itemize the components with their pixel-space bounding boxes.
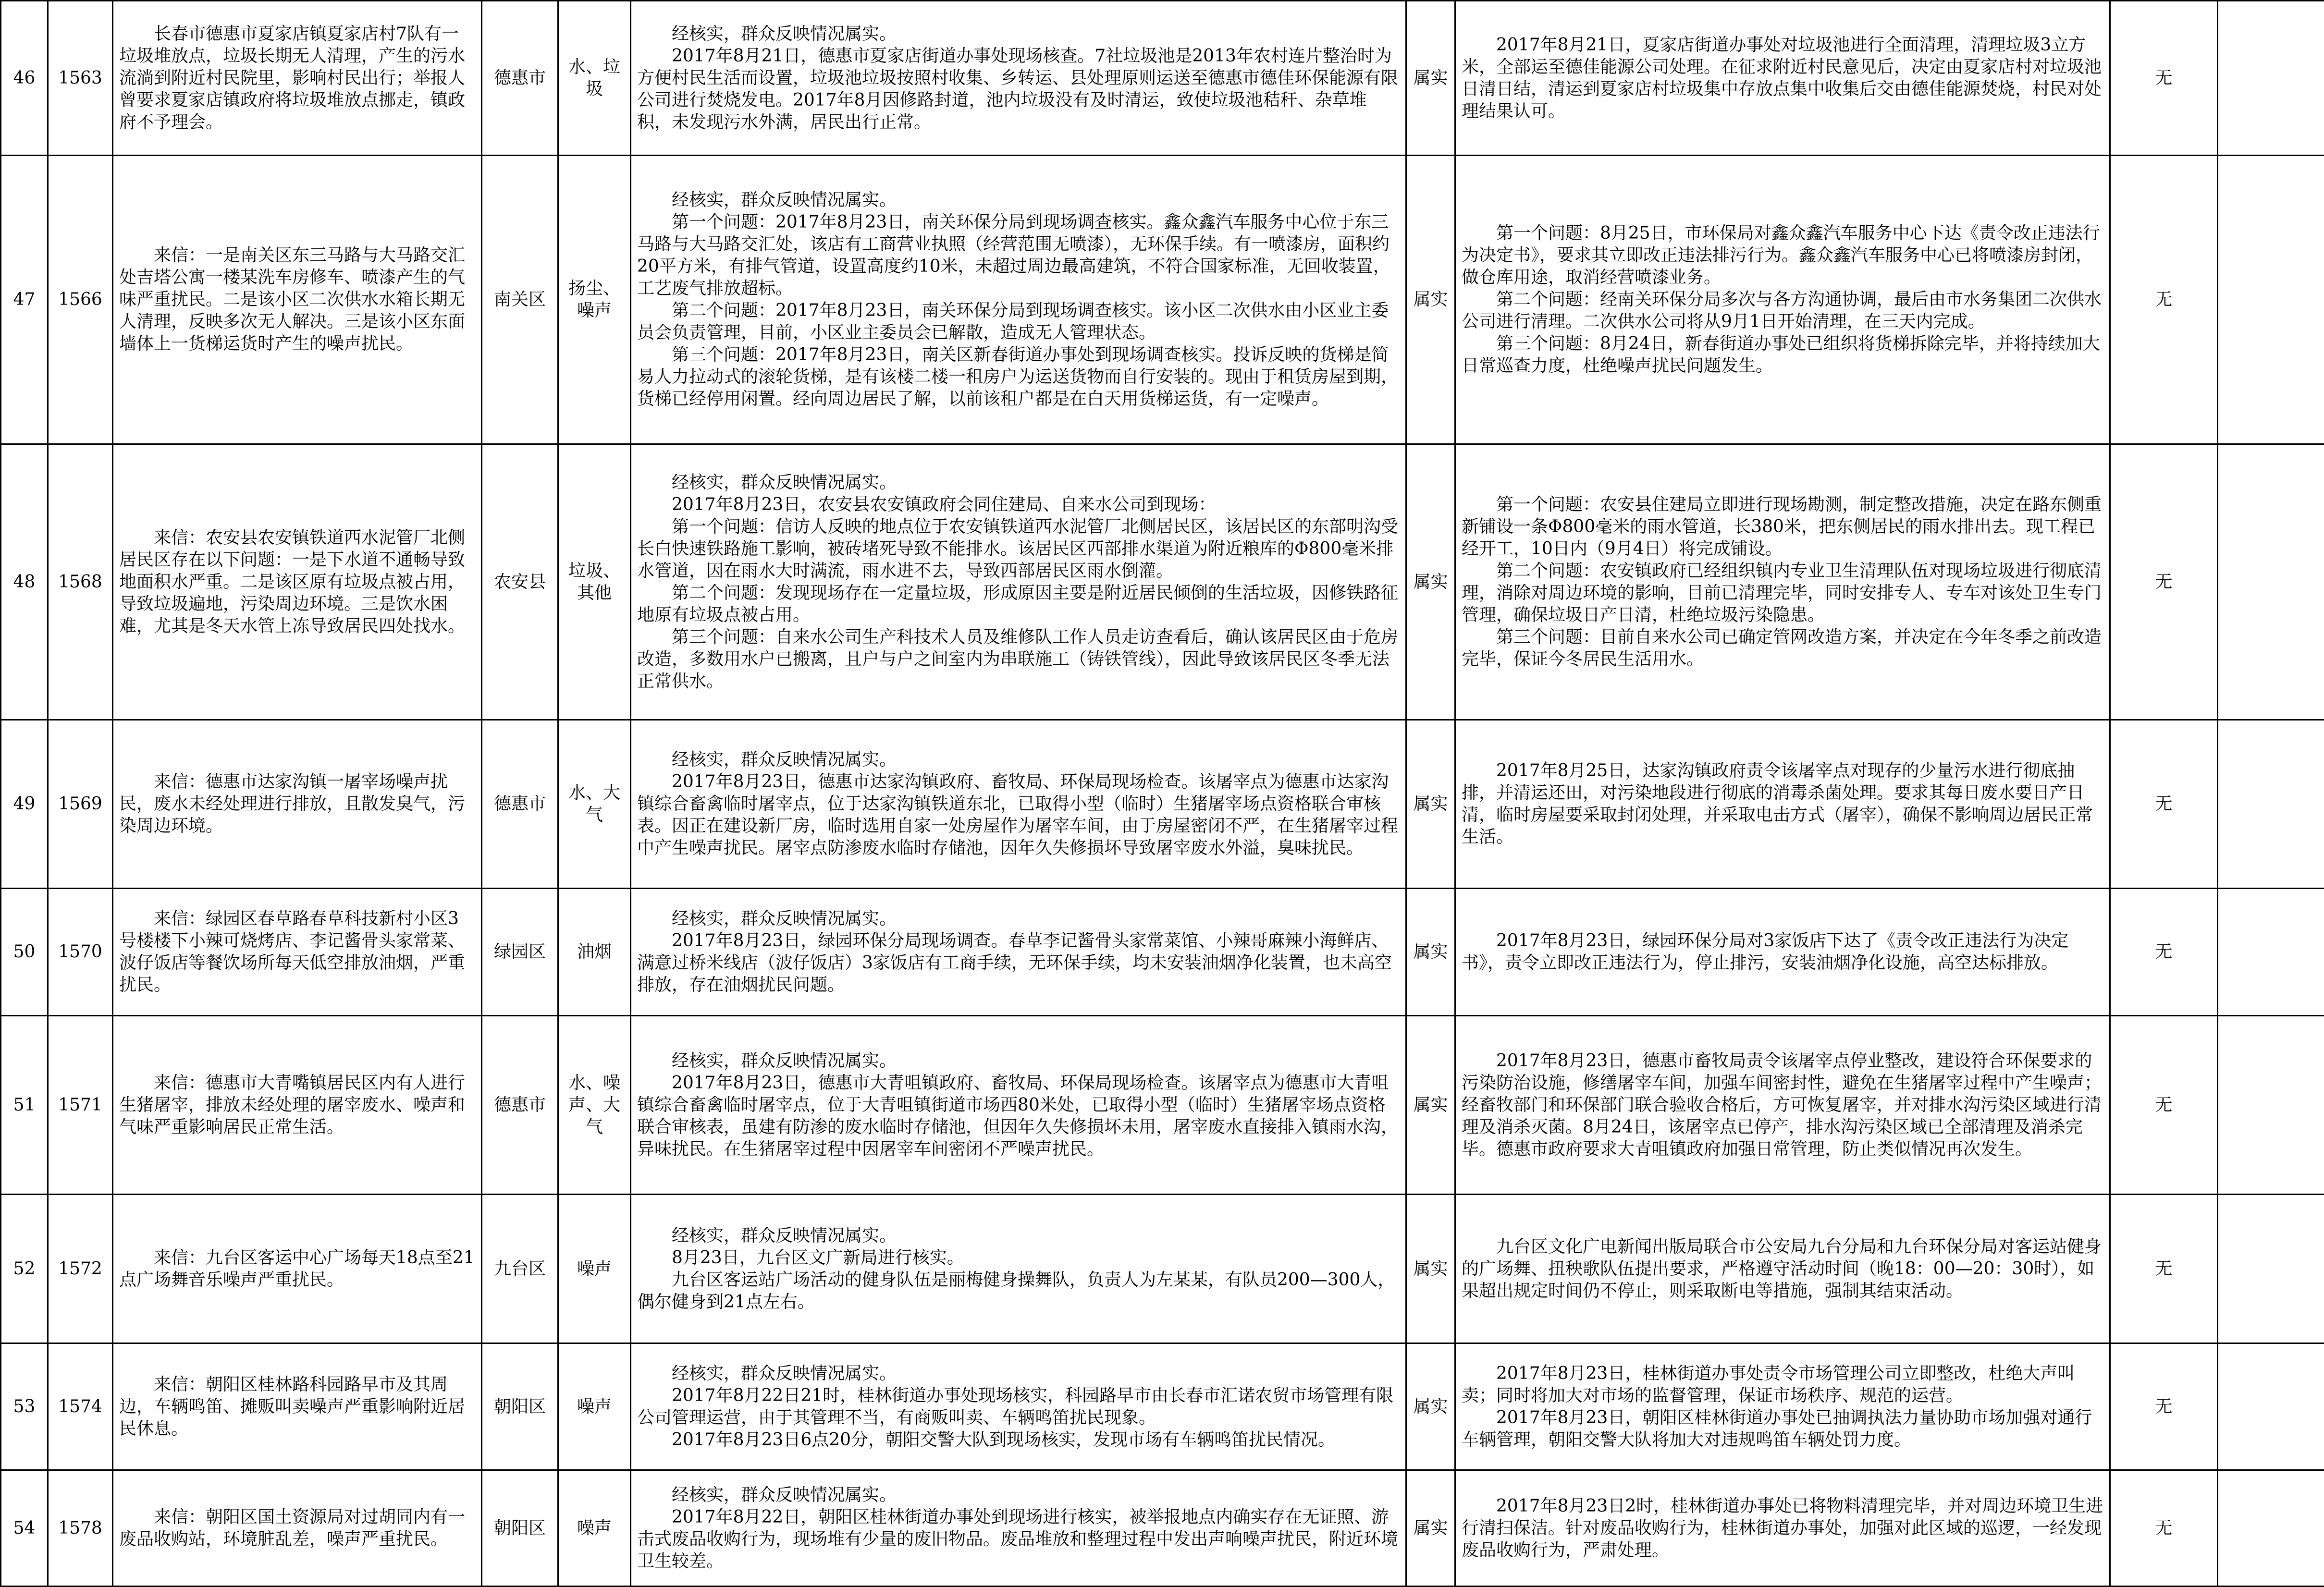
- verdict-cell: [1406, 1343, 1455, 1470]
- investigation-paragraph: 第二个问题：2017年8月23日，南关环保分局到现场调查核实。该小区二次供水由小区业主委员会负责管理，目前，小区业主委员会已解散，造成无人管理状态。: [637, 300, 1400, 344]
- district-cell: [482, 1343, 558, 1470]
- case-id: 1572: [54, 1258, 106, 1280]
- handling-paragraph: 第一个问题：8月25日，市环保局对鑫众鑫汽车服务中心下达《责令改正违法行为决定书》，要求其立即改正违法排污行为。鑫众鑫汽车服务中心已将喷漆房封闭，做仓库用途，取消经营喷漆业务。: [1462, 222, 2103, 289]
- complaint-text: 来信：朝阳区桂林路科园路早市及其周边，车辆鸣笛、摊贩叫卖噪声严重影响附近居民休息。: [119, 1374, 475, 1440]
- district: 德惠市: [488, 1094, 552, 1116]
- district-cell: [482, 444, 558, 720]
- verdict: 属实: [1413, 1396, 1449, 1418]
- investigation-paragraph: 经核实，群众反映情况属实。: [637, 749, 1400, 771]
- pollution-type: 水、噪声、大气: [565, 1072, 624, 1138]
- handling-paragraph: 第三个问题：8月24日，新春街道办事处已组织将货梯拆除完毕，并将持续加大日常巡查力度，杜绝噪声扰民问题发生。: [1462, 333, 2103, 377]
- row-number: 50: [7, 941, 41, 963]
- investigation-paragraph: 经核实，群众反映情况属实。: [637, 908, 1400, 930]
- pollution-type-cell: [558, 1343, 631, 1470]
- handling-paragraph: 第一个问题：农安县住建局立即进行现场勘测，制定整改措施，决定在路东侧重新铺设一条Φ800毫米的雨水管道，长380米，把东侧居民的雨水排出去。现工程已经开工，10日内（9月4日）将完成铺设。: [1462, 494, 2103, 560]
- responsibility: 无: [2116, 941, 2211, 963]
- row-number: 47: [7, 289, 41, 311]
- pollution-type-cell: [558, 1470, 631, 1587]
- investigation-paragraph: 2017年8月23日6点20分，朝阳交警大队到现场核实，发现市场有车辆鸣笛扰民情况。: [637, 1429, 1400, 1451]
- complaint-text: 来信：一是南关区东三马路与大马路交汇处吉塔公寓一楼某洗车房修车、喷漆产生的气味严重扰民。二是该小区二次供水水箱长期无人清理，反映多次无人解决。三是该小区东面墙体上一货梯运货时产生的噪声扰民。: [119, 244, 475, 355]
- case-id-cell: [48, 889, 113, 1016]
- investigation-paragraph: 经核实，群众反映情况属实。: [637, 472, 1400, 494]
- row-number: 48: [7, 571, 41, 593]
- verdict-cell: [1406, 1016, 1455, 1195]
- case-id-cell: [48, 1, 113, 156]
- remarks-cell: [2218, 1470, 2324, 1587]
- district-cell: [482, 156, 558, 444]
- investigation-paragraph: 8月23日，九台区文广新局进行核实。: [637, 1247, 1400, 1269]
- investigation-cell: [631, 1, 1406, 156]
- investigation-paragraph: 经核实，群众反映情况属实。: [637, 1050, 1400, 1072]
- district: 朝阳区: [488, 1396, 552, 1418]
- handling-paragraph: 第二个问题：经南关环保分局多次与各方沟通协调，最后由市水务集团二次供水公司进行清理。二次供水公司将从9月1日开始清理，在三天内完成。: [1462, 289, 2103, 333]
- handling-paragraph: 2017年8月21日，夏家店街道办事处对垃圾池进行全面清理，清理垃圾3立方米，全部运至德佳能源公司处理。在征求附近村民意见后，决定由夏家店村对垃圾池日清日结，清运到夏家店村垃圾集中存放点集中收集后交由德佳能源焚烧，村民对处理结果认可。: [1462, 34, 2103, 122]
- district: 朝阳区: [488, 1517, 552, 1539]
- responsibility: 无: [2116, 1396, 2211, 1418]
- investigation-paragraph: 九台区客运站广场活动的健身队伍是丽梅健身操舞队，负责人为左某某，有队员200—300人，偶尔健身到21点左右。: [637, 1269, 1400, 1313]
- investigation-paragraph: 经核实，群众反映情况属实。: [637, 1484, 1400, 1506]
- table-row: [1, 1343, 2324, 1470]
- row-number: 51: [7, 1094, 41, 1116]
- table-row: [1, 889, 2324, 1016]
- remarks-cell: [2218, 889, 2324, 1016]
- case-id: 1566: [54, 289, 106, 311]
- row-number: 53: [7, 1396, 41, 1418]
- complaint-cell: [113, 889, 482, 1016]
- verdict: 属实: [1413, 571, 1449, 593]
- complaint-cell: [113, 1195, 482, 1343]
- responsibility-cell: [2110, 889, 2218, 1016]
- investigation-paragraph: 第二个问题：发现现场存在一定量垃圾，形成原因主要是附近居民倾倒的生活垃圾，因修铁路征地原有垃圾点被占用。: [637, 582, 1400, 626]
- verdict: 属实: [1413, 67, 1449, 89]
- responsibility-cell: [2110, 1, 2218, 156]
- pollution-type: 水、大气: [565, 782, 624, 826]
- responsibility: 无: [2116, 289, 2211, 311]
- complaint-cell: [113, 1343, 482, 1470]
- investigation-paragraph: 经核实，群众反映情况属实。: [637, 1225, 1400, 1247]
- responsibility: 无: [2116, 1094, 2211, 1116]
- investigation-cell: [631, 1470, 1406, 1587]
- handling-paragraph: 2017年8月23日，朝阳区桂林街道办事处已抽调执法力量协助市场加强对通行车辆管理，朝阳交警大队将加大对违规鸣笛车辆处罚力度。: [1462, 1407, 2103, 1451]
- district-cell: [482, 1470, 558, 1587]
- handling-paragraph: 2017年8月25日，达家沟镇政府责令该屠宰点对现存的少量污水进行彻底抽排，并清运还田，对污染地段进行彻底的消毒杀菌处理。要求其每日废水要日产日清，临时房屋要采取封闭处理，并采取电击方式（屠宰），确保不影响周边居民正常生活。: [1462, 760, 2103, 848]
- row-number-cell: [1, 1343, 48, 1470]
- investigation-paragraph: 2017年8月23日，绿园环保分局现场调查。春草李记酱骨头家常菜馆、小辣哥麻辣小海鲜店、满意过桥米线店（波仔饭店）3家饭店有工商手续，无环保手续，均未安装油烟净化装置，也未高空排放，存在油烟扰民问题。: [637, 930, 1400, 996]
- complaint-cell: [113, 720, 482, 889]
- complaint-cell: [113, 1016, 482, 1195]
- handling-cell: [1455, 1, 2110, 156]
- case-id: 1574: [54, 1396, 106, 1418]
- table-row: [1, 1195, 2324, 1343]
- handling-cell: [1455, 156, 2110, 444]
- responsibility-cell: [2110, 444, 2218, 720]
- table-row: [1, 720, 2324, 889]
- pollution-type: 扬尘、噪声: [565, 278, 624, 322]
- complaint-text: 长春市德惠市夏家店镇夏家店村7队有一垃圾堆放点，垃圾长期无人清理，产生的污水流淌到附近村民院里，影响村民出行；举报人曾要求夏家店镇政府将垃圾堆放点挪走，镇政府不予理会。: [119, 23, 475, 134]
- row-number-cell: [1, 889, 48, 1016]
- responsibility: 无: [2116, 793, 2211, 815]
- verdict: 属实: [1413, 1094, 1449, 1116]
- pollution-type-cell: [558, 889, 631, 1016]
- district: 南关区: [488, 289, 552, 311]
- pollution-type-cell: [558, 1016, 631, 1195]
- district-cell: [482, 1016, 558, 1195]
- district-cell: [482, 1, 558, 156]
- handling-paragraph: 2017年8月23日，德惠市畜牧局责令该屠宰点停业整改，建设符合环保要求的污染防治设施，修缮屠宰车间，加强车间密封性，避免在生猪屠宰过程中产生噪声；经畜牧部门和环保部门联合验收合格后，方可恢复屠宰，并对排水沟污染区域进行清理及消杀灭菌。8月24日，该屠宰点已停产，排水沟污染区域已全部清理及消杀完毕。德惠市政府要求大青咀镇政府加强日常管理，防止类似情况再次发生。: [1462, 1050, 2103, 1160]
- verdict: 属实: [1413, 289, 1449, 311]
- district: 九台区: [488, 1258, 552, 1280]
- remarks-cell: [2218, 156, 2324, 444]
- table-row: [1, 1470, 2324, 1587]
- handling-paragraph: 第二个问题：农安镇政府已经组织镇内专业卫生清理队伍对现场垃圾进行彻底清理，消除对周边环境的影响，目前已清理完毕，同时安排专人、专车对该处卫生专门管理，确保垃圾日产日清，杜绝垃圾污染隐患。: [1462, 560, 2103, 626]
- pollution-type: 水、垃圾: [565, 56, 624, 100]
- responsibility: 无: [2116, 1258, 2211, 1280]
- investigation-paragraph: 经核实，群众反映情况属实。: [637, 1363, 1400, 1385]
- complaint-text: 来信：农安县农安镇铁道西水泥管厂北侧居民区存在以下问题：一是下水道不通畅导致地面积水严重。二是该区原有垃圾点被占用，导致垃圾遍地，污染周边环境。三是饮水困难，尤其是冬天水管上冻导致居民四处找水。: [119, 527, 475, 637]
- handling-paragraph: 九台区文化广电新闻出版局联合市公安局九台分局和九台环保分局对客运站健身的广场舞、扭秧歌队伍提出要求，严格遵守活动时间（晚18：00—20：30时），如果超出规定时间仍不停止，则采取断电等措施，强制其结束活动。: [1462, 1236, 2103, 1302]
- district: 农安县: [488, 571, 552, 593]
- handling-cell: [1455, 889, 2110, 1016]
- investigation-paragraph: 2017年8月23日，德惠市大青咀镇政府、畜牧局、环保局现场检查。该屠宰点为德惠市大青咀镇综合畜禽临时屠宰点，位于大青咀镇街道市场西80米处，已取得小型（临时）生猪屠宰场点资格联合审核表，虽建有防渗的废水临时存储池，但因年久失修损坏未用，屠宰废水直接排入镇雨水沟，异味扰民。在生猪屠宰过程中因屠宰车间密闭不严噪声扰民。: [637, 1072, 1400, 1160]
- district-cell: [482, 1195, 558, 1343]
- handling-cell: [1455, 720, 2110, 889]
- case-id: 1570: [54, 941, 106, 963]
- verdict-cell: [1406, 889, 1455, 1016]
- investigation-cell: [631, 720, 1406, 889]
- case-id-cell: [48, 156, 113, 444]
- handling-cell: [1455, 1016, 2110, 1195]
- table-row: [1, 156, 2324, 444]
- case-id-cell: [48, 1343, 113, 1470]
- row-number: 49: [7, 793, 41, 815]
- table-row: [1, 1016, 2324, 1195]
- district: 德惠市: [488, 793, 552, 815]
- investigation-paragraph: 第三个问题：自来水公司生产科技术人员及维修队工作人员走访查看后，确认该居民区由于危房改造，多数用水户已搬离，且户与户之间室内为串联施工（铸铁管线），因此导致该居民区冬季无法正常供水。: [637, 626, 1400, 693]
- table-row: [1, 444, 2324, 720]
- complaint-text: 来信：九台区客运中心广场每天18点至21点广场舞音乐噪声严重扰民。: [119, 1247, 475, 1291]
- responsibility: 无: [2116, 1517, 2211, 1539]
- remarks-cell: [2218, 1195, 2324, 1343]
- handling-paragraph: 第三个问题：目前自来水公司已确定管网改造方案，并决定在今年冬季之前改造完毕，保证今冬居民生活用水。: [1462, 626, 2103, 671]
- handling-paragraph: 2017年8月23日，绿园环保分局对3家饭店下达了《责令改正违法行为决定书》，责令立即改正违法行为，停止排污，安装油烟净化设施，高空达标排放。: [1462, 930, 2103, 974]
- case-id: 1569: [54, 793, 106, 815]
- investigation-cell: [631, 1016, 1406, 1195]
- investigation-paragraph: 经核实，群众反映情况属实。: [637, 23, 1400, 45]
- investigation-cell: [631, 1195, 1406, 1343]
- remarks-cell: [2218, 444, 2324, 720]
- pollution-type-cell: [558, 1, 631, 156]
- row-number-cell: [1, 720, 48, 889]
- pollution-type-cell: [558, 444, 631, 720]
- ledger-body: [1, 1, 2324, 1587]
- case-id-cell: [48, 1195, 113, 1343]
- remarks-cell: [2218, 720, 2324, 889]
- verdict: 属实: [1413, 1258, 1449, 1280]
- investigation-paragraph: 2017年8月23日，农安县农安镇政府会同住建局、自来水公司到现场：: [637, 494, 1400, 516]
- handling-paragraph: 2017年8月23日，桂林街道办事处责令市场管理公司立即整改，杜绝大声叫卖；同时将加大对市场的监督管理，保证市场秩序、规范的运营。: [1462, 1363, 2103, 1407]
- row-number-cell: [1, 1016, 48, 1195]
- complaint-text: 来信：德惠市大青嘴镇居民区内有人进行生猪屠宰，排放未经处理的屠宰废水、噪声和气味严重影响居民正常生活。: [119, 1072, 475, 1138]
- case-id: 1568: [54, 571, 106, 593]
- case-id-cell: [48, 1470, 113, 1587]
- remarks-cell: [2218, 1343, 2324, 1470]
- pollution-type: 油烟: [565, 941, 624, 963]
- district-cell: [482, 720, 558, 889]
- row-number-cell: [1, 1470, 48, 1587]
- case-id-cell: [48, 444, 113, 720]
- case-id-cell: [48, 720, 113, 889]
- row-number-cell: [1, 156, 48, 444]
- responsibility-cell: [2110, 1343, 2218, 1470]
- table-row: [1, 1, 2324, 156]
- pollution-type-cell: [558, 156, 631, 444]
- pollution-type: 噪声: [565, 1258, 624, 1280]
- responsibility-cell: [2110, 1470, 2218, 1587]
- row-number-cell: [1, 1195, 48, 1343]
- district: 德惠市: [488, 67, 552, 89]
- row-number: 46: [7, 67, 41, 89]
- responsibility: 无: [2116, 571, 2211, 593]
- responsibility: 无: [2116, 67, 2211, 89]
- complaint-text: 来信：德惠市达家沟镇一屠宰场噪声扰民，废水未经处理进行排放，且散发臭气，污染周边环境。: [119, 771, 475, 837]
- case-id: 1571: [54, 1094, 106, 1116]
- pollution-type-cell: [558, 720, 631, 889]
- pollution-type: 噪声: [565, 1396, 624, 1418]
- handling-cell: [1455, 444, 2110, 720]
- handling-cell: [1455, 1343, 2110, 1470]
- complaint-cell: [113, 1470, 482, 1587]
- row-number: 54: [7, 1517, 41, 1539]
- responsibility-cell: [2110, 156, 2218, 444]
- investigation-paragraph: 经核实，群众反映情况属实。: [637, 189, 1400, 211]
- district-cell: [482, 889, 558, 1016]
- verdict: 属实: [1413, 1517, 1449, 1539]
- verdict-cell: [1406, 1, 1455, 156]
- verdict-cell: [1406, 156, 1455, 444]
- verdict: 属实: [1413, 793, 1449, 815]
- verdict-cell: [1406, 1195, 1455, 1343]
- investigation-paragraph: 第三个问题：2017年8月23日，南关区新春街道办事处到现场调查核实。投诉反映的货梯是简易人力拉动式的滚轮货梯，是有该楼二楼一租房户为运送货物而自行安装的。现由于租赁房屋到期，货梯已经停用闲置。经向周边居民了解，以前该租户都是在白天用货梯运货，有一定噪声。: [637, 344, 1400, 410]
- pollution-type-cell: [558, 1195, 631, 1343]
- investigation-cell: [631, 444, 1406, 720]
- handling-cell: [1455, 1470, 2110, 1587]
- complaint-cell: [113, 156, 482, 444]
- verdict-cell: [1406, 720, 1455, 889]
- investigation-cell: [631, 156, 1406, 444]
- pollution-type: 垃圾、其他: [565, 560, 624, 604]
- district: 绿园区: [488, 941, 552, 963]
- responsibility-cell: [2110, 720, 2218, 889]
- case-id: 1563: [54, 67, 106, 89]
- investigation-cell: [631, 1343, 1406, 1470]
- row-number: 52: [7, 1258, 41, 1280]
- verdict-cell: [1406, 444, 1455, 720]
- responsibility-cell: [2110, 1195, 2218, 1343]
- verdict-cell: [1406, 1470, 1455, 1587]
- complaint-cell: [113, 444, 482, 720]
- responsibility-cell: [2110, 1016, 2218, 1195]
- investigation-paragraph: 2017年8月23日，德惠市达家沟镇政府、畜牧局、环保局现场检查。该屠宰点为德惠市达家沟镇综合畜禽临时屠宰点，位于达家沟镇铁道东北，已取得小型（临时）生猪屠宰场点资格联合审核表。因正在建设新厂房，临时选用自家一处房屋作为屠宰车间，由于房屋密闭不严，在生猪屠宰过程中产生噪声扰民。屠宰点防渗废水临时存储池，因年久失修损坏导致屠宰废水外溢，臭味扰民。: [637, 771, 1400, 859]
- remarks-cell: [2218, 1016, 2324, 1195]
- complaint-text: 来信：朝阳区国土资源局对过胡同内有一废品收购站，环境脏乱差，噪声严重扰民。: [119, 1506, 475, 1550]
- handling-cell: [1455, 1195, 2110, 1343]
- investigation-paragraph: 2017年8月21日，德惠市夏家店街道办事处现场核查。7社垃圾池是2013年农村连片整治时为方便村民生活而设置，垃圾池垃圾按照村收集、乡转运、县处理原则运送至德惠市德佳环保能源有限公司进行焚烧发电。2017年8月因修路封道，池内垃圾没有及时清运，致使垃圾池秸秆、杂草堆积，未发现污水外满，居民出行正常。: [637, 45, 1400, 134]
- pollution-type: 噪声: [565, 1517, 624, 1539]
- row-number-cell: [1, 444, 48, 720]
- verdict: 属实: [1413, 941, 1449, 963]
- handling-paragraph: 2017年8月23日2时，桂林街道办事处已将物料清理完毕，并对周边环境卫生进行清扫保洁。针对废品收购行为，桂林街道办事处，加强对此区域的巡逻，一经发现废品收购行为，严肃处理。: [1462, 1495, 2103, 1562]
- investigation-paragraph: 第一个问题：2017年8月23日，南关环保分局到现场调查核实。鑫众鑫汽车服务中心位于东三马路与大马路交汇处，该店有工商营业执照（经营范围无喷漆），无环保手续。有一喷漆房，面积约20平方米，有排气管道，设置高度约10米，未超过周边最高建筑，不符合国家标准，无回收装置，工艺废气排放超标。: [637, 211, 1400, 300]
- case-id-cell: [48, 1016, 113, 1195]
- investigation-cell: [631, 889, 1406, 1016]
- case-id: 1578: [54, 1517, 106, 1539]
- complaint-cell: [113, 1, 482, 156]
- investigation-paragraph: 2017年8月22日，朝阳区桂林街道办事处到现场进行核实，被举报地点内确实存在无证照、游击式废品收购行为，现场堆有少量的废旧物品。废品堆放和整理过程中发出声响噪声扰民，附近环境卫生较差。: [637, 1506, 1400, 1573]
- remarks-cell: [2218, 1, 2324, 156]
- row-number-cell: [1, 1, 48, 156]
- complaint-text: 来信：绿园区春草路春草科技新村小区3号楼楼下小辣可烧烤店、李记酱骨头家常菜、波仔饭店等餐饮场所每天低空排放油烟，严重扰民。: [119, 908, 475, 996]
- investigation-paragraph: 第一个问题：信访人反映的地点位于农安镇铁道西水泥管厂北侧居民区，该居民区的东部明沟受长白快速铁路施工影响，被砖堵死导致不能排水。该居民区西部排水渠道为附近粮库的Φ800毫米排水管道，因在雨水大时满流，雨水进不去，导致西部居民区雨水倒灌。: [637, 516, 1400, 582]
- investigation-paragraph: 2017年8月22日21时，桂林街道办事处现场核实，科园路早市由长春市汇诺农贸市场管理有限公司管理运营，由于其管理不当，有商贩叫卖、车辆鸣笛扰民现象。: [637, 1385, 1400, 1429]
